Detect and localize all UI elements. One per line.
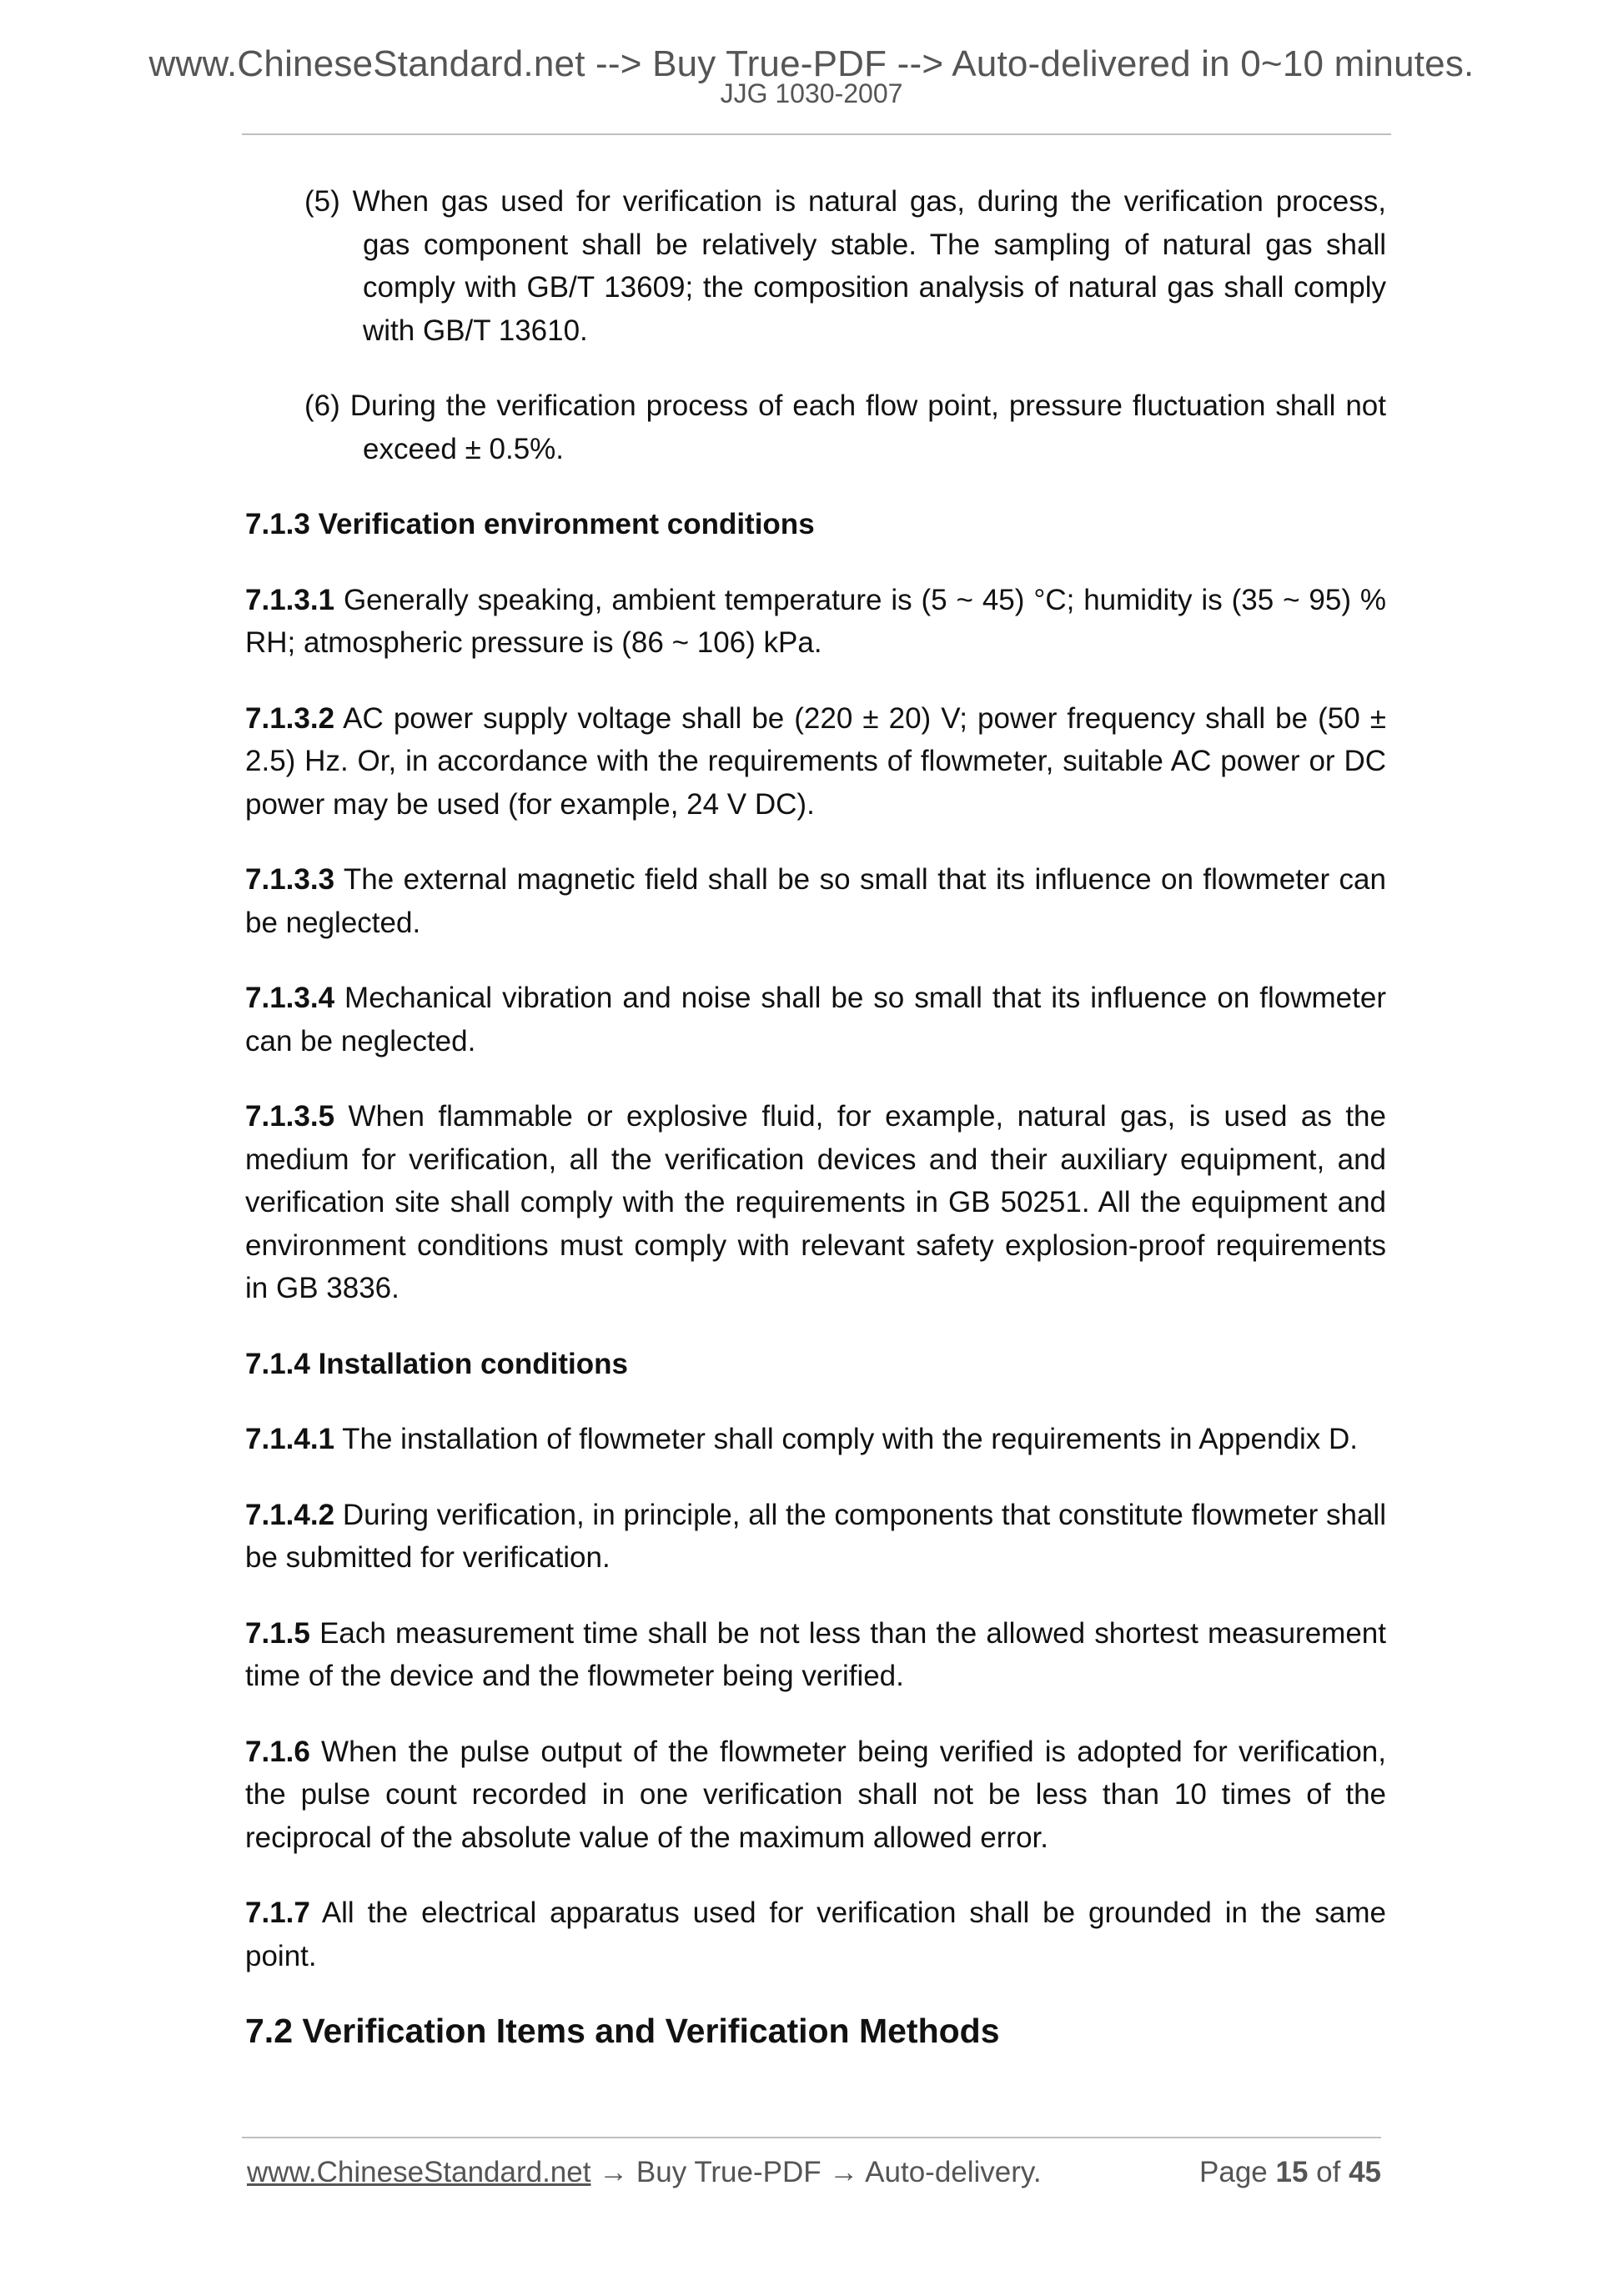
footer-tagline: → Buy True-PDF → Auto-delivery. [590,2156,1042,2188]
list-item-6 [245,384,1386,470]
clause-text: When flammable or explosive fluid, for example, natural gas, is used as the medium for verification, all the verification devices and their auxiliary equipment, and verification site shall comply with the requirements in GB 50251. All the equipment and environment conditions must comply with relevant safety explosion-proof requirements in GB 3836. [245,1100,1386,1304]
clause-text: The installation of flowmeter shall comply with the requirements in Appendix D. [342,1423,1358,1455]
page-footer [247,2156,1381,2189]
clause-number: 7.1.3.4 [245,982,335,1014]
of-word: of [1308,2156,1349,2188]
clause-7-1-3-2 [245,697,1386,826]
clause-7-1-4-2 [245,1494,1386,1580]
clause-number: 7.1.4.1 [245,1423,335,1455]
clause-number: 7.1.5 [245,1616,310,1650]
section-heading-7-1-4: 7.1.4 Installation conditions [245,1347,628,1380]
clause-text: All the electrical apparatus used for verification shall be grounded in the same point. [245,1897,1387,1972]
top-banner: www.ChineseStandard.net --> Buy True-PDF --> Auto-delivered in 0~10 minutes. [148,43,1475,84]
clause-text: AC power supply voltage shall be (220 ± 20) V; power frequency shall be (50 ± 2.5) Hz. Or, in accordance with the requirements of flowmeter, suitable AC power or DC power may be used (for example, 24 V DC). [245,701,1386,821]
footer-site-link[interactable]: www.ChineseStandard.net [247,2156,591,2188]
clause-7-1-3-3 [245,858,1386,944]
document-code: JJG 1030-2007 [720,78,903,108]
section-heading-7-2: 7.2 Verification Items and Verification Methods [245,2012,1000,2050]
page-current: 15 [1275,2156,1309,2188]
list-item-label: (6) [304,389,340,422]
clause-text: Each measurement time shall be not less than the allowed shortest measurement time of the device and the flowmeter being verified. [245,1616,1386,1692]
clause-text: Mechanical vibration and noise shall be so small that its influence on flowmeter can be neglected. [245,982,1386,1058]
clause-text: When the pulse output of the flowmeter being verified is adopted for verification, the pulse count recorded in one verification shall not be less than 10 times of the reciprocal of the absolute value of the maximum allowed error. [245,1735,1386,1854]
list-item-text: During the verification process of each flow point, pressure fluctuation shall not exceed ± 0.5%. [349,389,1386,465]
clause-text: The external magnetic field shall be so small that its influence on flowmeter can be neglected. [245,863,1386,939]
clause-7-1-7 [245,1892,1386,1977]
clause-7-1-5 [245,1612,1386,1698]
list-item-label: (5) [304,185,340,218]
clause-7-1-6 [245,1731,1386,1860]
clause-7-1-3-1 [245,579,1386,665]
section-heading-7-1-3: 7.1.3 Verification environment conditions [245,508,815,540]
list-item-text: When gas used for verification is natural gas, during the verification process, gas component shall be relatively stable. The sampling of natural gas shall comply with GB/T 13609; the composition analysis of natural gas shall comply with GB/T 13610. [352,185,1386,347]
clause-text: During verification, in principle, all the components that constitute flowmeter shall be submitted for verification. [245,1498,1386,1574]
clause-text: Generally speaking, ambient temperature is (5 ~ 45) °C; humidity is (35 ~ 95) % RH; atmospheric pressure is (86 ~ 106) kPa. [245,583,1386,659]
clause-7-1-3-5 [245,1095,1386,1310]
clause-number: 7.1.3.5 [245,1100,335,1133]
footer-divider [242,2137,1381,2138]
header-divider [242,133,1391,135]
clause-number: 7.1.3.1 [245,583,335,616]
page-total: 45 [1349,2156,1381,2188]
clause-7-1-4-1 [245,1418,1386,1461]
clause-number: 7.1.3.2 [245,701,335,735]
list-item-5 [245,180,1386,352]
page-indicator [1199,2156,1381,2189]
page-word: Page [1199,2156,1276,2188]
page-body [245,180,1386,2086]
clause-7-1-3-4 [245,977,1386,1063]
clause-number: 7.1.7 [245,1897,310,1929]
clause-number: 7.1.4.2 [245,1498,335,1531]
clause-number: 7.1.3.3 [245,863,335,896]
clause-number: 7.1.6 [245,1735,310,1768]
